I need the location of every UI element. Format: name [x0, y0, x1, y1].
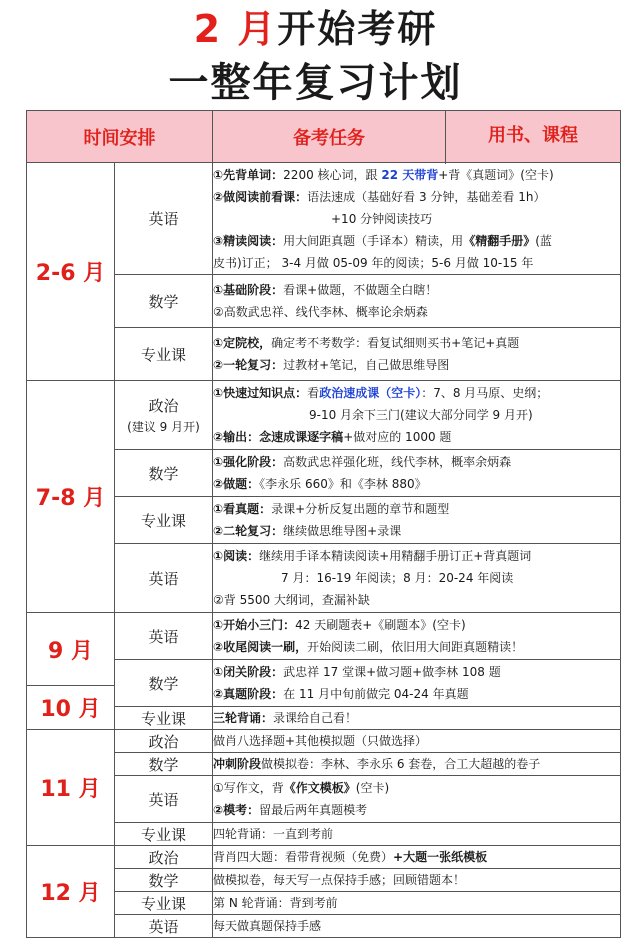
- task-line: 冲刺阶段做模拟卷：李林、李永乐 6 套卷，合工大超越的卷子: [213, 757, 541, 771]
- task-line: 9-10 月余下三门(建议大部分同学 9 月开): [309, 408, 533, 422]
- task-line: 每天做真题保持手感: [213, 919, 322, 933]
- subject-politics-note: (建议 9 月开): [127, 420, 200, 434]
- task-line: ①定院校，确定考不考数学：看复试细则买书+笔记+真题: [213, 336, 520, 350]
- p3-english-row: [27, 613, 621, 660]
- subject-math: 数学: [115, 275, 213, 328]
- p5-major-row: [27, 892, 621, 915]
- subject-politics: [115, 381, 213, 450]
- task-cell: [213, 275, 621, 328]
- task-line: ①闭关阶段：武忠祥 17 堂课+做习题+做李林 108 题: [213, 665, 501, 679]
- header-tasks-books: [213, 111, 621, 163]
- month-11: 11 月: [27, 730, 115, 846]
- task-line: ②二轮复习：继续做思维导图+录课: [213, 524, 402, 538]
- task-cell: [213, 450, 621, 497]
- task-cell: [213, 869, 621, 892]
- month-10: 10 月: [27, 686, 115, 730]
- task-line: 做肖八选择题+其他模拟题（只做选择）: [213, 734, 428, 748]
- task-line: ②收尾阅读一刷，开始阅读二刷，依旧用大间距真题精读！: [213, 640, 524, 654]
- subject-major: 专业课: [115, 497, 213, 544]
- task-line: 四轮背诵：一直到考前: [213, 827, 334, 841]
- p5-politics-row: [27, 846, 621, 869]
- subject-major: 专业课: [115, 328, 213, 381]
- task-line: ②真题阶段：在 11 月中旬前做完 04-24 年真题: [213, 687, 469, 701]
- task-line: ②做阅读前看课：语法速成（基础好看 3 分钟，基础差看 1h）: [213, 189, 546, 204]
- subject-english: 英语: [115, 544, 213, 613]
- p4-politics-row: [27, 730, 621, 753]
- p3-math-row: [27, 660, 621, 686]
- task-line: ②模考：留最后两年真题模考: [213, 803, 368, 817]
- subject-major: 专业课: [115, 892, 213, 915]
- task-cell: [213, 707, 621, 730]
- page-subtitle: 一整年复习计划: [168, 60, 463, 106]
- task-line: ②背 5500 大纲词，查漏补缺: [213, 593, 370, 607]
- task-line: ①写作文，背《作文模板》(空卡): [213, 781, 390, 795]
- p4-english-row: [27, 776, 621, 823]
- task-line: ①阅读：继续用手译本精读阅读+用精翻手册订正+背真题词: [213, 549, 532, 563]
- p5-math-row: [27, 869, 621, 892]
- task-cell: [213, 753, 621, 776]
- subject-math: 数学: [115, 869, 213, 892]
- task-line: 背肖四大题：看带背视频（免费）+大题一张纸模板: [213, 850, 488, 864]
- task-cell: [213, 497, 621, 544]
- task-line: 7 月：16-19 年阅读；8 月：20-24 年阅读: [281, 571, 514, 585]
- task-line: ①强化阶段：高数武忠祥强化班，线代李林，概率余炳森: [213, 455, 512, 469]
- month-12: 12 月: [27, 846, 115, 938]
- task-line: ①看真题：录课+分析反复出题的章节和题型: [213, 502, 450, 516]
- plan-table: [26, 110, 621, 938]
- p5-english-row: [27, 915, 621, 938]
- p2-math-row: [27, 450, 621, 497]
- subject-major: 专业课: [115, 823, 213, 846]
- subject-english: 英语: [115, 776, 213, 823]
- header-tasks: 备考任务: [293, 127, 365, 149]
- task-cell: [213, 730, 621, 753]
- subject-english: 英语: [115, 163, 213, 275]
- title-line1: 开始考研: [277, 7, 438, 51]
- subject-politics-label: 政治: [148, 397, 179, 415]
- task-cell: [213, 846, 621, 869]
- task-line: ①快速过知识点：看政治速成课（空卡）：7、8 月马原、史纲；: [213, 386, 549, 400]
- p4-math-row: [27, 753, 621, 776]
- task-line: +10 分钟阅读技巧: [331, 211, 433, 226]
- month-2-6: 2-6 月: [27, 163, 115, 381]
- subject-math: 数学: [115, 660, 213, 707]
- task-line: ①开始小三门：42 天刷题表+《刷题本》(空卡): [213, 618, 466, 632]
- p4-major-row: [27, 823, 621, 846]
- month-9: 9 月: [27, 613, 115, 686]
- subject-english: 英语: [115, 613, 213, 660]
- page-title: [0, 4, 631, 54]
- task-line: ②输出：念速成课逐字稿+做对应的 1000 题: [213, 430, 452, 444]
- header-time: 时间安排: [27, 111, 213, 163]
- p1-major-row: [27, 328, 621, 381]
- subject-major: 专业课: [115, 707, 213, 730]
- title-month: 2 月: [193, 7, 278, 51]
- task-line: ①先背单词：2200 核心词，跟 22 天带背+背《真题词》(空卡): [213, 167, 554, 182]
- subject-math: 数学: [115, 450, 213, 497]
- p3-major-row: [27, 707, 621, 730]
- task-line: 第 N 轮背诵：背到考前: [213, 896, 338, 910]
- task-line: ①基础阶段：看课+做题，不做题全白瞎！: [213, 283, 438, 297]
- task-line: 做模拟卷，每天写一点保持手感；回顾错题本！: [213, 873, 466, 887]
- task-line: 皮书)订正； 3-4 月做 05-09 年的阅读；5-6 月做 10-15 年: [213, 255, 534, 270]
- task-line: ②一轮复习：过教材+笔记，自己做思维导图: [213, 358, 450, 372]
- subject-politics: 政治: [115, 846, 213, 869]
- task-cell: [213, 163, 621, 275]
- month-7-8: 7-8 月: [27, 381, 115, 613]
- subject-english: 英语: [115, 915, 213, 938]
- task-cell: [213, 823, 621, 846]
- subject-math: 数学: [115, 753, 213, 776]
- p1-math-row: [27, 275, 621, 328]
- task-cell: [213, 381, 621, 450]
- p2-english-row: [27, 544, 621, 613]
- task-line: ②做题：《李永乐 660》和《李林 880》: [213, 477, 427, 491]
- task-cell: [213, 776, 621, 823]
- p1-english-row: [27, 163, 621, 275]
- p2-politics-row: [27, 381, 621, 450]
- task-line: 三轮背诵：录课给自己看！: [213, 711, 358, 725]
- task-cell: [213, 613, 621, 660]
- task-line: ③精读阅读：用大间距真题（手译本）精读，用《精翻手册》(蓝: [213, 233, 552, 248]
- p2-major-row: [27, 497, 621, 544]
- task-cell: [213, 915, 621, 938]
- task-line: ②高数武忠祥、线代李林、概率论余炳森: [213, 305, 428, 319]
- task-cell: [213, 544, 621, 613]
- task-cell: [213, 660, 621, 707]
- header-books: 用书、课程: [445, 110, 620, 164]
- header-row: [27, 111, 621, 163]
- task-cell: [213, 892, 621, 915]
- task-cell: [213, 328, 621, 381]
- subject-politics: 政治: [115, 730, 213, 753]
